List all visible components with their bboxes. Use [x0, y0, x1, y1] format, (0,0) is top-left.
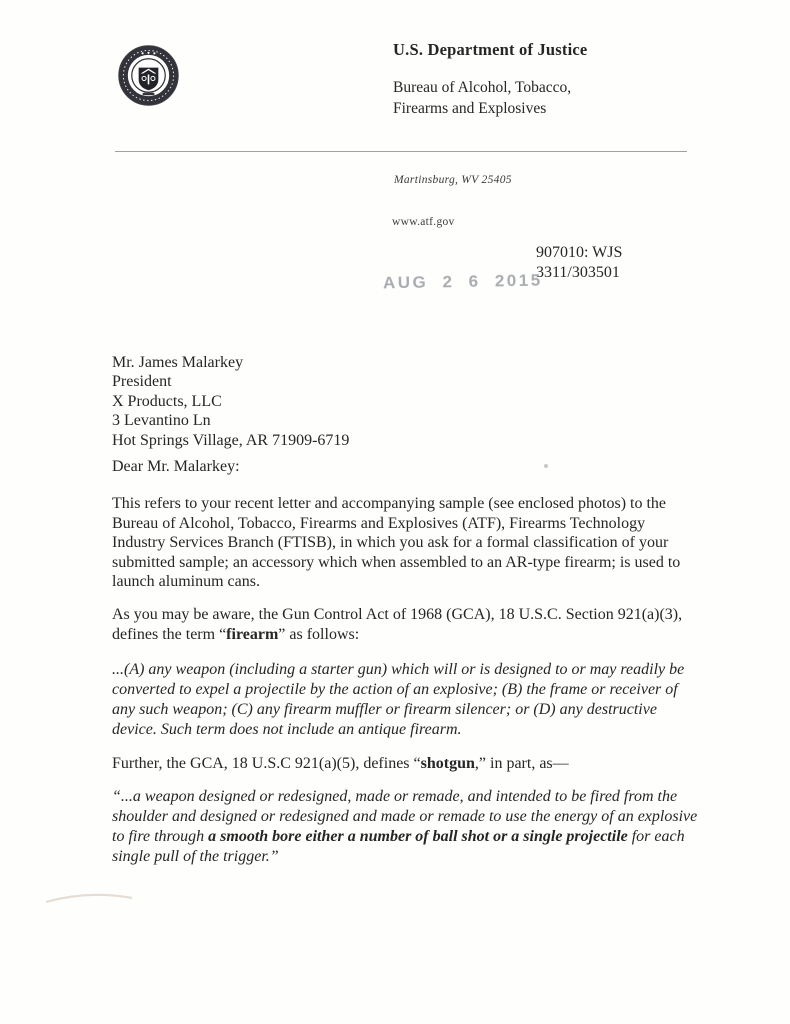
- reference-number-1: 907010: WJS: [536, 244, 623, 261]
- bureau-line-2: Firearms and Explosives: [393, 100, 547, 117]
- bureau-name: [393, 77, 571, 119]
- term-firearm: firearm: [226, 625, 279, 643]
- website-url: www.atf.gov: [392, 216, 455, 228]
- paragraph-text: ” as follows:: [278, 625, 360, 643]
- scan-artifact-curve: [42, 886, 137, 913]
- body-paragraph-3: [112, 755, 690, 773]
- reference-numbers: [536, 243, 622, 282]
- scan-artifact-speck: [544, 464, 548, 468]
- received-date-stamp: AUG 2 6 2015: [382, 270, 543, 293]
- recipient-name: Mr. James Malarkey: [112, 354, 244, 371]
- paragraph-text: As you may be aware, the Gun Control Act of 1968 (GCA), 18 U.S.C. Section 921(a)(3), defines the term “: [112, 606, 683, 643]
- reference-number-2: 3311/303501: [536, 263, 620, 281]
- salutation: Dear Mr. Malarkey:: [112, 458, 240, 475]
- quote-emphasis: a smooth bore either a number of ball shot or a single projectile: [208, 828, 628, 845]
- term-shotgun: shotgun: [420, 755, 475, 772]
- recipient-company: X Products, LLC: [112, 392, 222, 410]
- recipient-street: 3 Levantino Ln: [112, 412, 211, 430]
- statute-quote-firearm: ...(A) any weapon (including a starter gun) which will or is designed to or may readily be converted to expel a projectile by the action of an explosive; (B) the frame or receiver of any such weapon; (C) any firearm muffler or firearm silencer; or (D) any destructive device. Such term does not include an antique firearm.: [112, 661, 685, 738]
- body-paragraph-1: This refers to your recent letter and accompanying sample (see enclosed photos) to the Bureau of Alcohol, Tobacco, Firearms and Explosives (ATF), Firearms Technology Industry Services Branch (FTISB), in which you ask for a formal classification of your submitted sample; an accessory which when assembled to an AR-type firearm; is used to launch aluminum cans.: [112, 495, 681, 590]
- office-location: Martinsburg, WV 25405: [394, 174, 512, 186]
- body-paragraph-2: [112, 605, 690, 644]
- paragraph-text: ,” in part, as—: [474, 755, 569, 772]
- doj-seal-icon: [117, 44, 180, 107]
- recipient-title: President: [112, 373, 172, 391]
- recipient-city-state-zip: Hot Springs Village, AR 71909-6719: [112, 431, 350, 449]
- recipient-address: [112, 353, 349, 450]
- statute-quote-shotgun: [112, 787, 702, 867]
- letterhead-divider: [115, 151, 687, 152]
- agency-name: U.S. Department of Justice: [393, 40, 588, 59]
- bureau-line-1: Bureau of Alcohol, Tobacco,: [393, 79, 572, 96]
- quote-text: for each single pull of the trigger.”: [112, 828, 685, 865]
- quote-text: “...a weapon designed or redesigned, made or remade, and intended to be fired from the shoulder and designed or redesigned and made or remade to use the energy of an explosive to fire through: [112, 788, 698, 845]
- paragraph-text: Further, the GCA, 18 U.S.C 921(a)(5), defines “: [112, 755, 421, 772]
